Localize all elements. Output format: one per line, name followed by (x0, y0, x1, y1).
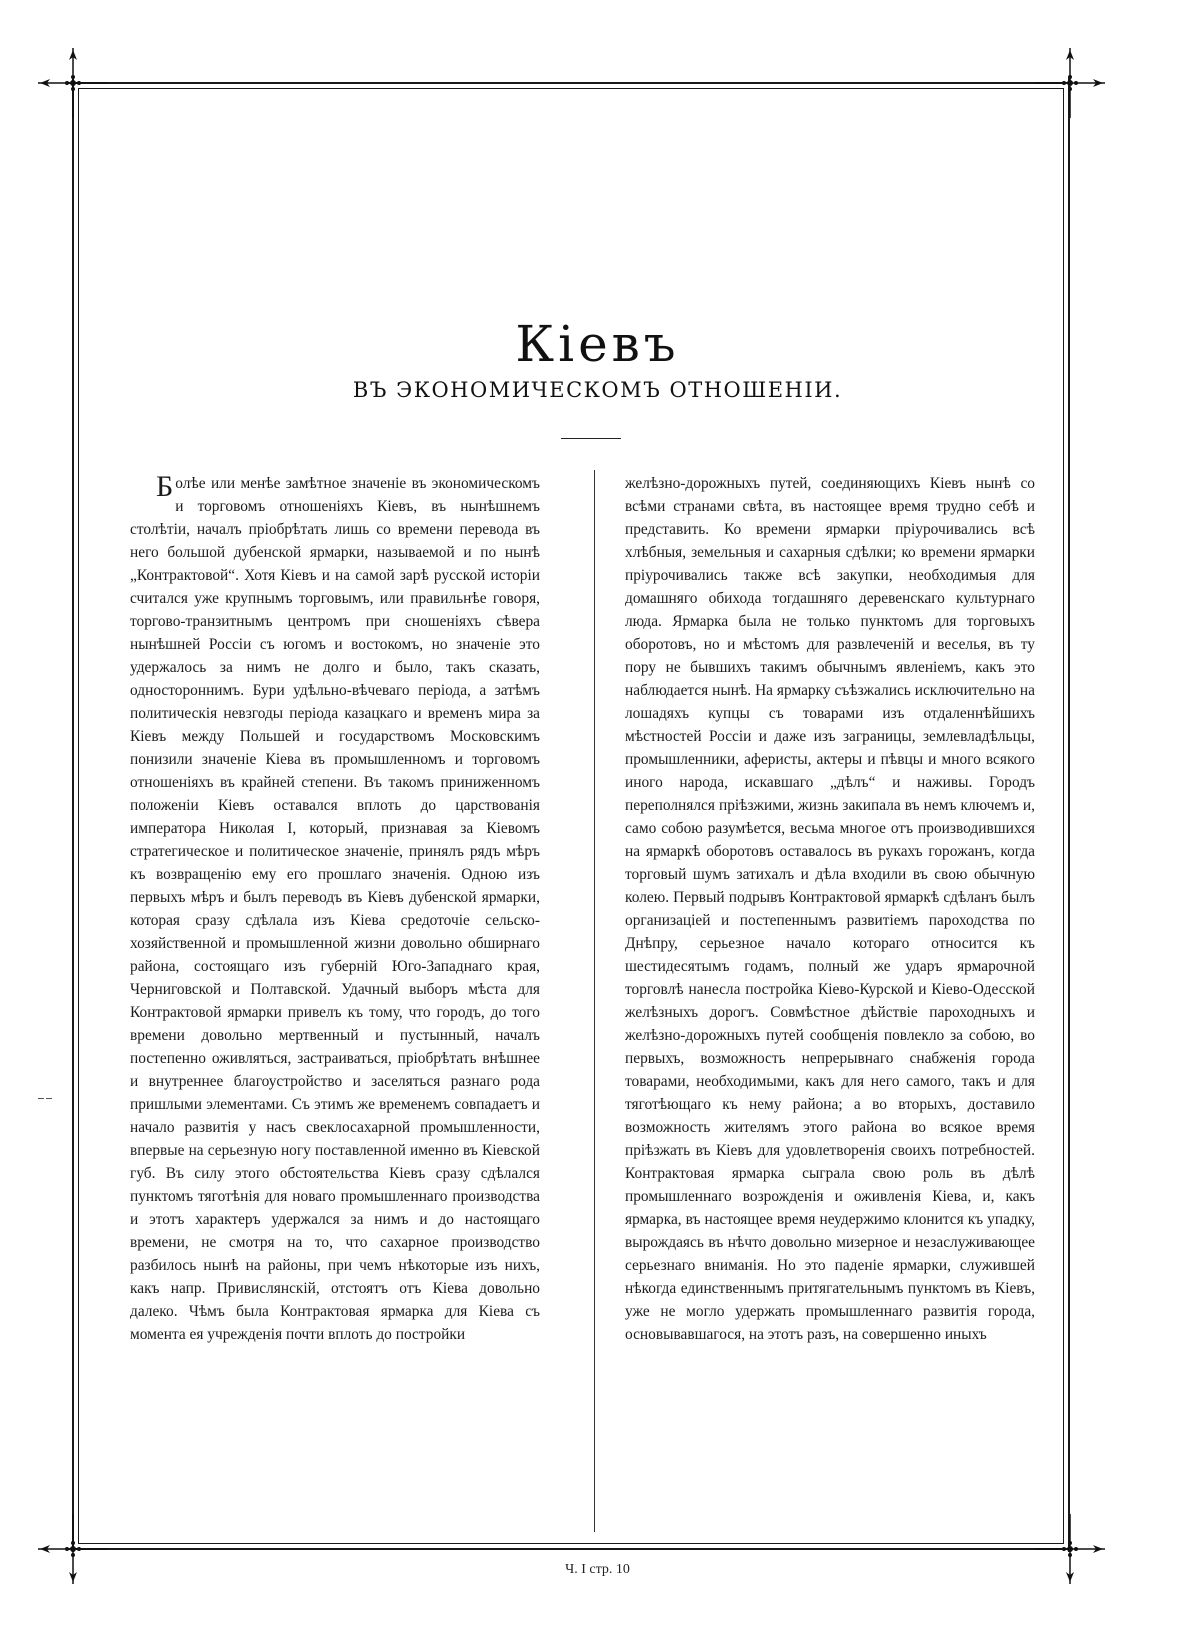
frame-right-rule (1068, 78, 1070, 1552)
text-column-left (130, 472, 540, 1346)
corner-ornament-icon (1035, 48, 1105, 118)
frame-inner-right-rule (1063, 88, 1064, 1544)
column-left-text: олѣе или менѣе замѣтное значеніе въ экономическомъ и торговомъ отношеніяхъ Кіевъ, въ нынѣшнемъ столѣтіи, началъ пріобрѣтать лишь со времени перевода въ него большой дубенской ярмарки, называемой и по нынѣ „Контрактовой“. Хотя Кіевъ и на самой зарѣ русской исторіи считался уже крупнымъ торговымъ, или правильнѣе говоря, торгово-транзитнымъ центромъ при сношеніяхъ сѣвера нынѣшней Россіи съ югомъ и востокомъ, но значеніе это удержалось за нимъ не долго и было, такъ сказать, одностороннимъ. Бури удѣльно-вѣчеваго періода, а затѣмъ политическія невзгоды періода казацкаго и временъ мира за Кіевъ между Польшей и государствомъ Московскимъ понизили значеніе Кіева въ промышленномъ и торговомъ отношеніяхъ въ крайней степени. Въ такомъ приниженномъ положеніи Кіевъ оставался вплоть до царствованія императора Николая I, который, признавая за Кіевомъ стратегическое и политическое значеніе, принялъ рядъ мѣръ къ возвращенію ему его прошлаго значенія. Одною изъ первыхъ мѣръ и былъ переводъ въ Кіевъ дубенской ярмарки, которая сразу сдѣлала изъ Кіева средоточіе сельско-хозяйственной и промышленной жизни довольно обширнаго района, состоящаго изъ губерній Юго-Западнаго края, Черниговской и Полтавской. Удачный выборъ мѣста для Контрактовой ярмарки привелъ къ тому, что городъ, до того времени довольно мертвенный и пустынный, началъ постепенно оживляться, застраиваться, пріобрѣтать внѣшнее и внутреннее благоустройство и заселяться разнаго рода пришлыми элементами. Съ этимъ же временемъ совпадаетъ и начало развитія у насъ свеклосахарной промышленности, впервые на серьезную ногу поставленной именно въ Кіевской губ. Въ силу этого обстоятельства Кіевъ сразу сдѣлался пунктомъ тяготѣнія для новаго промышленнаго производства и этотъ характеръ удержался за нимъ и до настоящаго времени, не смотря на то, что сахарное производство разбилось нынѣ на районы, при чемъ нѣкоторые изъ нихъ, какъ напр. Привислянскій, отстоятъ отъ Кіева довольно далеко. Чѣмъ была Контрактовая ярмарка для Кіева съ момента ея учрежденія почти вплоть до постройки (130, 475, 540, 1343)
scan-mark (38, 1098, 44, 1099)
frame-top-rule (68, 82, 1072, 84)
page-footer: Ч. I стр. 10 (565, 1562, 630, 1577)
page-title: Кіевъ (515, 315, 680, 373)
frame-left-rule (72, 78, 74, 1552)
frame-inner-top-rule (78, 88, 1064, 89)
frame-bottom-rule (68, 1548, 1072, 1550)
title-divider (561, 438, 621, 439)
corner-ornament-icon (38, 48, 108, 118)
column-divider (594, 470, 595, 1532)
frame-inner-bottom-rule (78, 1543, 1064, 1544)
drop-cap: Б (156, 470, 174, 503)
frame-inner-left-rule (78, 88, 79, 1544)
scan-mark (46, 1098, 52, 1099)
text-column-right (625, 472, 1035, 1346)
column-right-text: желѣзно-дорожныхъ путей, соединяющихъ Кіевъ нынѣ со всѣми странами свѣта, въ настоящее время трудно себѣ и представить. Ко времени ярмарки пріурочивались всѣ хлѣбныя, земельныя и сахарныя сдѣлки; ко времени ярмарки пріурочивались также всѣ закупки, необходимыя для домашняго обихода тогдашняго деревенскаго культурнаго люда. Ярмарка была не только пунктомъ для торговыхъ оборотовъ, но и мѣстомъ для развлеченій и веселья, въ ту пору не бывшихъ такимъ обычнымъ явленіемъ, какъ это наблюдается нынѣ. На ярмарку съѣзжались исключительно на лошадяхъ купцы съ товарами изъ отдаленнѣйшихъ мѣстностей Россіи и даже изъ заграницы, землевладѣльцы, промышленники, аферисты, актеры и пѣвцы и много всякого иного народа, искавшаго „дѣлъ“ и наживы. Городъ переполнялся пріѣзжими, жизнь закипала въ немъ ключемъ и, само собою разумѣется, весьма многое отъ производившихся на ярмаркѣ оборотовъ оставалось въ рукахъ горожанъ, когда торговый шумъ затихалъ и дѣла входили въ свою обычную колею. Первый подрывъ Контрактовой ярмаркѣ сдѣланъ былъ организаціей и постепеннымъ развитіемъ пароходства по Днѣпру, серьезное начало котораго относится къ шестидесятымъ годамъ, полный же ударъ ярмарочной торговлѣ нанесла постройка Кіево-Курской и Кіево-Одесской желѣзныхъ дорогъ. Совмѣстное дѣйствіе пароходныхъ и желѣзно-дорожныхъ путей сообщенія повлекло за собою, во первыхъ, возможность непрерывнаго снабженія города товарами, необходимыми, какъ для него самого, такъ и для тяготѣющаго къ нему района; а во вторыхъ, доставило возможность жителямъ этого района во всякое время пріѣзжать въ Кіевъ для удовлетворенія своихъ потребностей. Контрактовая ярмарка сыграла свою роль въ дѣлѣ промышленнаго возрожденія и оживленія Кіева, и, какъ ярмарка, въ настоящее время неудержимо клонится къ упадку, вырождаясь въ нѣчто довольно мизерное и незаслуживающее серьезнаго вниманія. Но это паденіе ярмарки, служившей нѣкогда единственнымъ притягательнымъ пунктомъ въ Кіевъ, уже не могло удержать промышленнаго развитія города, основывавшагося, на этотъ разъ, на совершенно иныхъ (625, 475, 1035, 1343)
page-subtitle: ВЪ ЭКОНОМИЧЕСКОМЪ ОТНОШЕНІИ. (352, 378, 843, 402)
